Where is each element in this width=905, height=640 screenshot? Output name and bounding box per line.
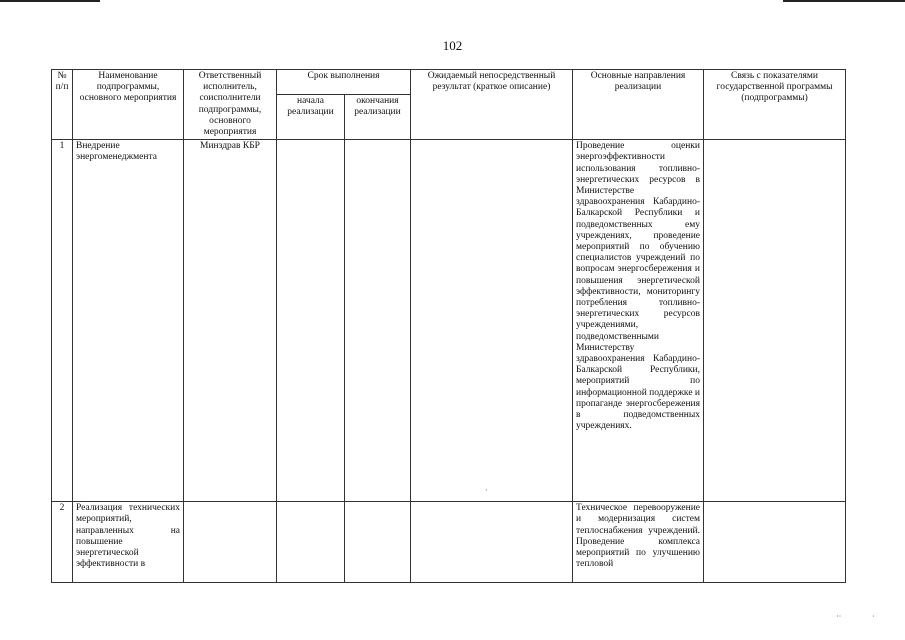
scan-artifact-dot: ·: [485, 486, 488, 495]
header-directions: Основные направления реализации: [573, 70, 704, 140]
row-term-start: [277, 502, 345, 583]
scan-artifact-dot: ·: [872, 612, 875, 621]
header-name: Наименование подпрограммы, основного мероприятия: [73, 70, 184, 140]
table-header-row: [52, 70, 846, 95]
row-link: [704, 140, 846, 502]
row-executor: Минздрав КБР: [184, 140, 277, 502]
row-link: [704, 502, 846, 583]
header-link: Связь с показателями государственной программы (подпрограммы): [704, 70, 846, 140]
scan-artifact-dot: ··: [836, 612, 842, 621]
header-num: № п/п: [52, 70, 73, 140]
row-result: [411, 502, 573, 583]
row-name: Реализация технических мероприятий, направленных на повышение энергетической эффективности в: [73, 502, 184, 583]
row-num: 1: [52, 140, 73, 502]
scan-top-line-right: [783, 0, 905, 2]
header-term-start: начала реализации: [277, 95, 345, 140]
row-executor: [184, 502, 277, 583]
row-result: [411, 140, 573, 502]
header-result: Ожидаемый непосредственный результат (краткое описание): [411, 70, 573, 140]
row-directions: Техническое перевооружение и модернизация систем теплоснабжения учреждений. Проведение комплекса мероприятий по улучшению тепловой: [573, 502, 704, 583]
row-term-end: [345, 502, 411, 583]
scan-top-line-left: [0, 0, 100, 2]
table-row: [52, 502, 846, 583]
row-directions: Проведение оценки энергоэффективности использования топливно-энергетических ресурсов в Министерстве здравоохранения Кабардино-Балкарской Республики и подведомственных ему учреждениях, проведение мероприятий по обучению специалистов учреждений по вопросам энергосбережения и повышения энергетической эффективности, мониторингу потребления топливно-энергетических ресурсов учреждениями, подведомственными Министерству здравоохранения Кабардино-Балкарской Республики, мероприятий по информационной поддержке и пропаганде энергосбережения в подведомственных учреждениях.: [573, 140, 704, 502]
header-term: Срок выполнения: [277, 70, 411, 95]
row-num: 2: [52, 502, 73, 583]
row-term-end: [345, 140, 411, 502]
table-row: [52, 140, 846, 502]
activities-table: [51, 69, 846, 583]
row-name: Внедрение энергоменеджмента: [73, 140, 184, 502]
header-term-end: окончания реализации: [345, 95, 411, 140]
page-number: 102: [442, 38, 463, 53]
row-term-start: [277, 140, 345, 502]
header-executor: Ответственный исполнитель, соисполнители подпрограммы, основного мероприятия: [184, 70, 277, 140]
